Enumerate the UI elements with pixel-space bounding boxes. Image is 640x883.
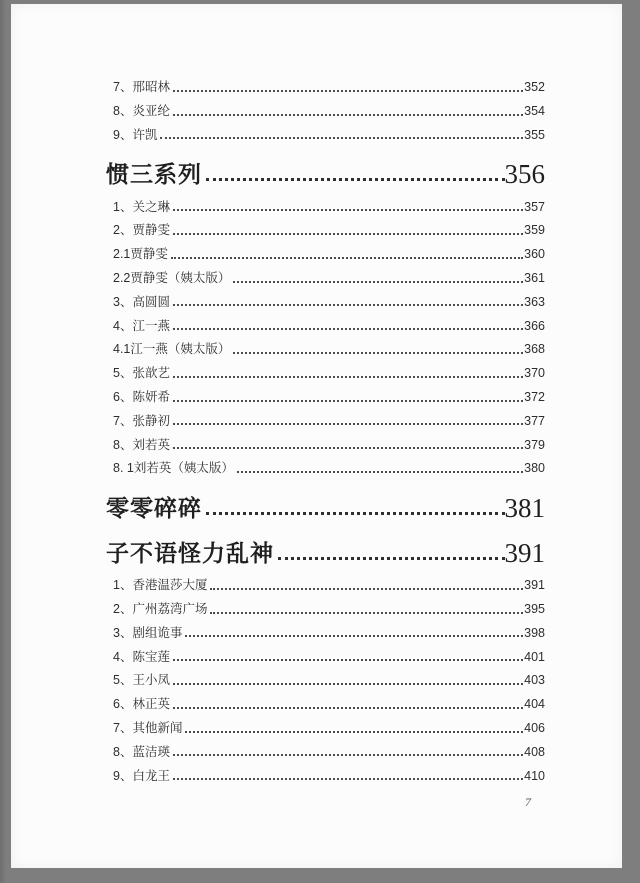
toc-content-column	[106, 4, 545, 811]
toc-entry-page: 401	[524, 649, 545, 664]
toc-entry-page: 391	[504, 538, 545, 569]
footer-page-number: 7	[525, 795, 531, 810]
toc-entry-page: 356	[504, 159, 545, 190]
toc-entry-page: 370	[524, 366, 545, 381]
toc-entry-label: 8、刘若英	[113, 437, 170, 452]
toc-entry-label: 2.2贾静雯（姨太版）	[113, 271, 231, 286]
toc-leader-dots	[173, 659, 523, 661]
toc-entry-label: 6、林正英	[113, 697, 170, 712]
toc-entry-label: 2、广州荔湾广场	[113, 602, 208, 617]
toc-leader-dots	[233, 281, 523, 283]
toc-leader-dots	[173, 683, 523, 685]
toc-entry-page: 391	[524, 578, 545, 593]
toc-entry-page: 395	[524, 602, 545, 617]
toc-entry-page: 357	[524, 199, 545, 214]
toc-entry	[106, 122, 545, 146]
toc-entry-label: 4、江一燕	[113, 318, 170, 333]
toc-leader-dots	[173, 778, 523, 780]
toc-entry-label: 9、白龙王	[113, 768, 170, 783]
toc-section-header	[106, 482, 545, 524]
toc-entry	[106, 596, 545, 620]
toc-entry	[106, 289, 545, 313]
toc-section-header	[106, 527, 545, 569]
toc-entry-page: 361	[524, 271, 545, 286]
toc-leader-dots	[210, 612, 523, 614]
toc-entry-page: 410	[524, 768, 545, 783]
toc-entry-page: 363	[524, 294, 545, 309]
toc-entry-page: 359	[524, 223, 545, 238]
toc-leader-dots	[173, 754, 523, 756]
toc-entry-page: 377	[524, 413, 545, 428]
toc-entry-page: 403	[524, 673, 545, 688]
toc-leader-dots	[278, 557, 505, 560]
toc-entry	[106, 739, 545, 763]
toc-entry-label: 子不语怪力乱神	[106, 539, 274, 566]
toc-entry-page: 372	[524, 390, 545, 405]
toc-entry-page: 408	[524, 744, 545, 759]
toc-entry-label: 8、蓝洁瑛	[113, 744, 170, 759]
toc-entry-page: 360	[524, 247, 545, 262]
toc-leader-dots	[237, 471, 523, 473]
toc-entry-label: 5、张歆艺	[113, 366, 170, 381]
toc-leader-dots	[173, 233, 523, 235]
toc-entry-label: 7、邢昭林	[113, 80, 170, 95]
toc-entry-label: 4.1江一燕（姨太版）	[113, 342, 231, 357]
toc-leader-dots	[173, 400, 523, 402]
toc-entry	[106, 455, 545, 479]
toc-leader-dots	[173, 90, 523, 92]
toc-leader-dots	[173, 376, 523, 378]
toc-entry-label: 3、剧组诡事	[113, 625, 183, 640]
toc-entry-label: 7、其他新闻	[113, 721, 183, 736]
toc-entry	[106, 691, 545, 715]
toc-entry	[106, 667, 545, 691]
toc-entry-label: 8. 1刘若英（姨太版）	[113, 461, 234, 476]
toc-entry	[106, 74, 545, 98]
toc-leader-dots	[173, 114, 523, 116]
toc-leader-dots	[185, 731, 523, 733]
toc-entry-label: 2、贾静雯	[113, 223, 170, 238]
toc-entry-label: 3、高圆圆	[113, 294, 170, 309]
toc-entry-page: 381	[504, 493, 545, 524]
toc-entry-page: 352	[524, 80, 545, 95]
toc-entry-page: 404	[524, 697, 545, 712]
toc-leader-dots	[173, 423, 523, 425]
toc-entry	[106, 241, 545, 265]
toc-entry	[106, 265, 545, 289]
toc-entry-label: 5、王小凤	[113, 673, 170, 688]
toc-entry	[106, 360, 545, 384]
toc-list	[106, 74, 545, 786]
toc-entry-page: 354	[524, 104, 545, 119]
toc-entry	[106, 408, 545, 432]
toc-entry-label: 惯三系列	[106, 161, 202, 188]
toc-entry	[106, 431, 545, 455]
toc-leader-dots	[233, 352, 523, 354]
toc-entry	[106, 620, 545, 644]
toc-entry-label: 零零碎碎	[106, 494, 202, 521]
toc-section-header	[106, 148, 545, 190]
toc-entry	[106, 193, 545, 217]
toc-leader-dots	[173, 447, 523, 449]
toc-entry	[106, 643, 545, 667]
toc-entry-page: 355	[524, 127, 545, 142]
toc-entry	[106, 384, 545, 408]
toc-entry	[106, 715, 545, 739]
toc-entry-label: 6、陈妍希	[113, 390, 170, 405]
toc-entry-page: 406	[524, 721, 545, 736]
toc-entry-label: 1、香港温莎大厦	[113, 578, 208, 593]
toc-entry	[106, 312, 545, 336]
document-page	[11, 4, 622, 868]
toc-entry-label: 7、张静初	[113, 413, 170, 428]
toc-entry	[106, 336, 545, 360]
toc-entry	[106, 217, 545, 241]
toc-entry-page: 398	[524, 625, 545, 640]
toc-leader-dots	[210, 588, 523, 590]
toc-entry	[106, 762, 545, 786]
toc-leader-dots	[171, 257, 523, 259]
toc-leader-dots	[160, 137, 523, 139]
toc-entry-label: 1、关之琳	[113, 199, 170, 214]
page-footer	[106, 793, 545, 811]
toc-leader-dots	[206, 178, 505, 181]
toc-entry	[106, 98, 545, 122]
toc-entry-label: 4、陈宝莲	[113, 649, 170, 664]
toc-leader-dots	[173, 707, 523, 709]
toc-entry	[106, 572, 545, 596]
toc-entry-label: 9、许凯	[113, 127, 158, 142]
toc-leader-dots	[173, 209, 523, 211]
toc-entry-label: 8、炎亚纶	[113, 104, 170, 119]
toc-leader-dots	[185, 635, 523, 637]
toc-entry-page: 379	[524, 437, 545, 452]
toc-entry-page: 366	[524, 318, 545, 333]
toc-leader-dots	[206, 512, 505, 515]
toc-entry-page: 368	[524, 342, 545, 357]
toc-entry-label: 2.1贾静雯	[113, 247, 168, 262]
toc-entry-page: 380	[524, 461, 545, 476]
toc-leader-dots	[173, 304, 523, 306]
toc-leader-dots	[173, 328, 523, 330]
